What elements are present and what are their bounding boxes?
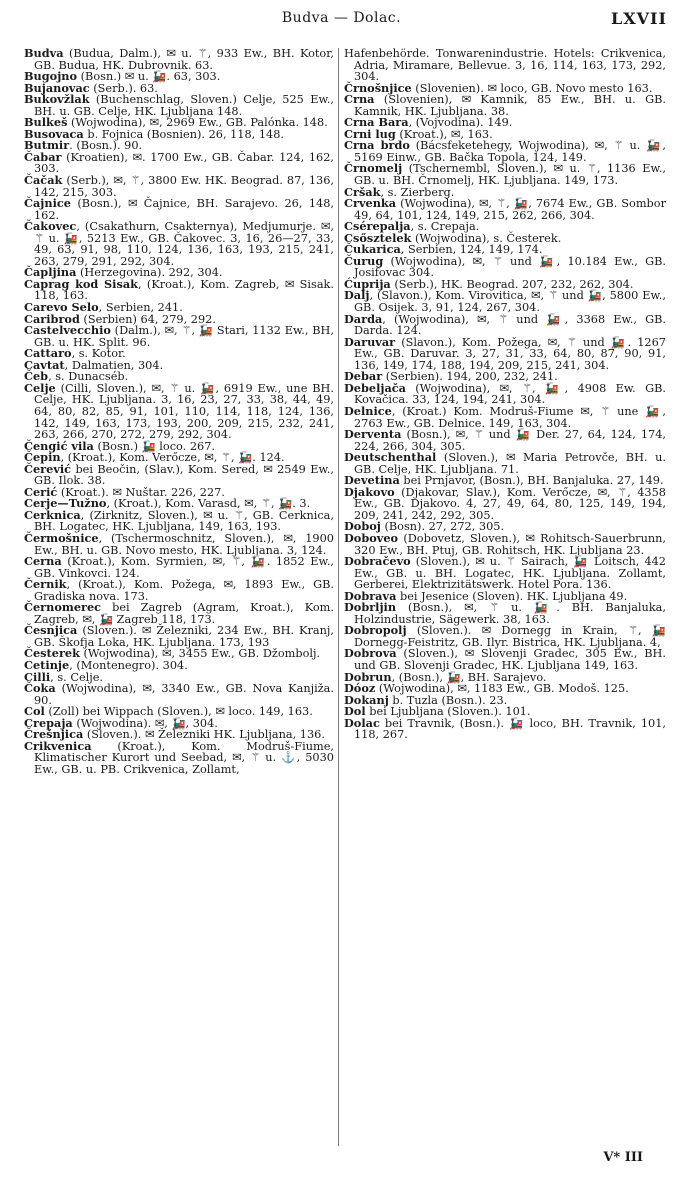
entry-headword: Bujanovac (24, 80, 90, 95)
entry-text: (Sloven.). ✉ Železniki, 234 Ew., BH. Kranj, GB. Škofja Loka, HK. Ljubljana. 173, 193 (34, 624, 334, 649)
entry-headword: Cerić (24, 484, 58, 499)
entry-text: bei Beočin, (Slav.), Kom. Sered, ✉ 2549 Ew., GB. Ilok. 38. (34, 462, 334, 488)
directory-entry (344, 140, 666, 163)
directory-entry (344, 311, 666, 338)
entry-headword: Busovaca (24, 126, 84, 141)
entry-headword: Česterek (24, 646, 80, 661)
entry-text: bei Zagreb (Agram, Kroat.), Kom. Zagreb, ✉, 🚂 Zagreb 118, 173. (34, 601, 334, 626)
directory-entry (344, 94, 666, 117)
entry-text: , (Kroat.), Kom. Zagreb, ✉ Sisak. 118, 163. (34, 277, 334, 303)
entry-text: bei Travnik, (Bosn.). 🚂 loco, BH. Travnik, 101, 118, 267. (354, 716, 666, 742)
entry-headword: Daruvar (344, 334, 396, 349)
entry-headword: Dobrava (344, 588, 397, 603)
entry-headword: Cavtat (24, 357, 65, 372)
entry-headword: Budva (24, 46, 64, 60)
entry-headword: Cerje—Tužno (24, 496, 107, 511)
entry-headword: Debar (344, 369, 383, 384)
entry-text: bei Jesenice (Sloven). HK. Ljubljana 49. (396, 589, 628, 603)
entry-headword: Dobropolj (344, 623, 407, 638)
entry-text: , Serbien, 241. (98, 301, 183, 315)
directory-entry (24, 461, 334, 488)
directory-entry (344, 452, 666, 475)
entry-text: (Bosn). 27, 272, 305. (380, 520, 505, 534)
entry-headword: Caprag kod Sisak (24, 276, 138, 291)
entry-text: (Sloven.), ✉ u. ⚚ Sairach, 🚂 Loitsch, 442 Ew., GB. u. BH. Logatec, HK. Ljubljana. Zollamt, Gerberei, Elektrizitätswerk. Hotel Pora. 136. (354, 555, 666, 592)
entry-text: (Sloven.), ✉ Maria Petrovče, BH. u. GB. Celje, HK. Ljubljana. 71. (354, 451, 666, 476)
entry-headword: Dobrova (344, 646, 397, 661)
entry-text: (Slovenien). ✉ loco, GB. Novo mesto 163. (411, 81, 653, 95)
entry-headword: Cattaro (24, 346, 72, 361)
directory-entry (344, 334, 666, 372)
entry-text: (Serb.), HK. Beograd. 207, 232, 262, 304. (390, 277, 634, 291)
entry-text: (Zoll) bei Wippach (Sloven.), ✉ loco. 149, 163. (44, 705, 313, 719)
entry-headword: Dokanj (344, 692, 389, 707)
entry-headword: Bulkeš (24, 115, 68, 130)
directory-entry (24, 325, 334, 348)
entry-text: (Buchenschlag, Sloven.) Celje, 525 Ew., BH. u. GB. Celje, HK. Ljubljana 148. (34, 93, 334, 118)
entry-headword: Derventa (344, 427, 402, 442)
directory-entry (344, 290, 666, 313)
directory-entry (24, 602, 334, 625)
entry-headword: Čengić vila (24, 438, 94, 453)
entry-text: , Dalmatien, 304. (64, 358, 164, 372)
entry-headword: Col (24, 704, 45, 719)
entry-headword: Crni lug (344, 126, 396, 141)
entry-headword: Carevo Selo (24, 300, 99, 315)
entry-headword: Dolac (344, 715, 380, 730)
entry-text: bei Prnjavor, (Bosn.), BH. Banjaluka. 27, 149. (399, 474, 664, 488)
entry-headword: Doboj (344, 519, 381, 534)
entry-text: (Serb.), ✉, ⚚, 3800 Ew. HK. Beograd. 87, 136, 142, 215, 303. (34, 174, 334, 199)
entry-text: , (Kroat.), Kom. Verőcze, ✉, ⚚, 🚂. 124. (60, 451, 285, 465)
entry-headword: Deutschenthal (344, 450, 437, 465)
entry-text: , (Slavon.), Kom. Virovitica, ✉, ⚚ und 🚂, 5800 Ew., GB. Osijek. 3, 91, 124, 267, 304. (354, 289, 666, 315)
directory-entry (344, 163, 666, 186)
entry-headword: Crepaja (24, 715, 73, 730)
column-divider (338, 48, 339, 1146)
entry-headword: Čukarica (344, 242, 401, 257)
directory-entry (24, 175, 334, 198)
entry-text: (Bosn.), ✉, ⚚ und 🚂 Der. 27, 64, 124, 174, 224, 266, 304, 305. (354, 428, 666, 453)
entry-headword: Čajnice (24, 196, 71, 211)
entry-text: (Kroatien), ✉. 1700 Ew., GB. Čabar. 124, 162, 303. (34, 150, 334, 176)
entry-headword: Čapljina (24, 265, 77, 280)
directory-entry (24, 579, 334, 602)
directory-entry (24, 48, 334, 71)
entry-headword: Csérepalja (344, 219, 411, 234)
directory-entry (344, 403, 666, 430)
page-number: LXVII (610, 9, 667, 28)
entry-headword: Butmir (24, 138, 70, 153)
entry-text: (Serbien) 64, 279, 292. (79, 312, 216, 326)
entry-text: , (Kroat.), Kom. Varasd, ✉, ⚚, 🚂. 3. (106, 497, 311, 511)
entry-text: , s. Crepaja. (410, 220, 480, 234)
entry-text: , (Zirknitz, Sloven.), ✉ u. ⚚, GB. Cerknica, BH. Logatec, HK. Ljubljana, 149, 163, 193. (34, 508, 334, 534)
entry-text: , Serbien, 124, 149, 174. (400, 243, 543, 257)
entry-text: (Wojwodina). ✉, 🚂, 304. (72, 716, 218, 730)
entry-headword: Čepin (24, 450, 61, 465)
directory-entry (344, 602, 666, 625)
directory-entry (24, 556, 334, 579)
entry-text: (Dalm.), ✉, ⚚, 🚂 Stari, 1132 Ew., BH, GB. u. HK. Split. 96. (34, 324, 334, 349)
entry-headword: Debeljača (344, 380, 406, 395)
entry-text: (Bosn.), ✉ Čajnice, BH. Sarajevo. 26, 148, 162. (34, 197, 334, 222)
directory-entry (24, 530, 334, 557)
entry-headword: Cršak (344, 184, 381, 199)
directory-entry (24, 683, 334, 706)
entry-headword: Cilli (24, 669, 51, 684)
entry-text: (Bosn.) 🚂 loco. 267. (93, 439, 215, 453)
entry-text: , (Csakathurn, Csakternya), Medjumurje. ✉, ⚚ u. 🚂, 5213 Ew., GB. Čakovec. 3, 16, 26—27, 33, 49, 63, 91, 98, 110, 124, 136, 163, 193, 215, 241, 263, 279, 291, 292, 304. (34, 220, 334, 268)
directory-entry (344, 253, 666, 280)
directory-entry (344, 625, 666, 648)
right-column (344, 48, 666, 741)
entry-text: bei Ljubljana (Sloven.). 101. (365, 705, 531, 719)
entry-headword: Černomerec (24, 600, 102, 615)
directory-entry (344, 198, 666, 221)
entry-headword: Crna (344, 92, 375, 107)
entry-headword: Černik (24, 577, 67, 592)
entry-headword: Doboveo (344, 530, 399, 545)
entry-headword: Čurug (344, 253, 384, 268)
entry-text: (Kroat.), ✉, 163. (395, 127, 493, 141)
entry-text: , s. Zierberg. (380, 185, 455, 199)
entry-headword: Dobračevo (344, 554, 411, 569)
entry-headword: Djakovo (344, 484, 395, 499)
entry-headword: Čačak (24, 173, 63, 188)
entry-headword: Crvenka (344, 196, 397, 211)
entry-text: (Bosn.), ✉, ⚚ u. 🚂. BH. Banjaluka, Holzindustrie, Sägewerk. 38, 163. (354, 601, 666, 626)
directory-entry (344, 380, 666, 407)
directory-entry (344, 429, 666, 452)
signature-mark: V* III (603, 1150, 643, 1165)
entry-text: (Wojwodina), s. Česterek. (411, 231, 562, 245)
entry-headword: Bukovžlak (24, 92, 90, 107)
directory-entry (344, 556, 666, 591)
entry-headword: Dalj (344, 288, 370, 303)
entry-text: (Wojwodina), ✉, 3340 Ew., GB. Nova Kanjiža. 90. (34, 682, 334, 707)
entry-headword: Crna Bara (344, 115, 409, 130)
entry-headword: Csősztelek (344, 230, 412, 245)
entry-text: (Slovenien), ✉ Kamnik, 85 Ew., BH. u. GB. Kamnik, HK. Ljubljana. 38. (354, 93, 666, 118)
entry-headword: Česnjica (24, 623, 78, 638)
entry-text: (Wojwodina), ✉, 2969 Ew., GB. Palónka. 148. (67, 116, 328, 130)
entry-text: (Sloven.). ✉ Železniki HK. Ljubljana, 136. (83, 728, 325, 742)
entry-headword: Dobrun (344, 669, 392, 684)
entry-headword: Dobrljin (344, 600, 397, 615)
entry-text: (Dobovetz, Sloven.), ✉ Rohitsch-Sauerbrunn, 320 Ew., BH. Ptuj, GB. Rohitsch, HK. Ljubljana 23. (354, 531, 666, 557)
entry-headword: Čakovec (24, 219, 77, 234)
entry-text: Hafenbehörde. Tonwarenindustrie. Hotels: Crikvenica, Adria, Miramare, Bellevue. 3, 16, 114, 163, 173, 292, 304. (344, 47, 666, 84)
left-column (24, 48, 334, 775)
entry-text: , (Kroat.), Kom. Požega, ✉, 1893 Ew., GB. Gradiska nova. 173. (34, 578, 334, 603)
entry-headword: Čabar (24, 149, 62, 164)
entry-headword: Črešnjica (24, 727, 84, 742)
directory-entry (24, 149, 334, 176)
entry-text: , (Bosn.), 🚂, BH. Sarajevo. (391, 670, 547, 684)
directory-entry (24, 380, 334, 442)
entry-text: (Slavon.), Kom. Požega, ✉, ⚚ und 🚂. 1267 Ew., GB. Daruvar. 3, 27, 31, 33, 64, 80, 87, 90, 91, 136, 149, 174, 188, 194, 209, 215, 241, 304. (354, 335, 666, 372)
entry-headword: Dóoz (344, 681, 376, 696)
directory-entry (24, 221, 334, 267)
entry-text: (Sloven.). ✉ Dornegg in Krain, ⚚, 🚂 Dornegg-Feistritz, GB. Ilyr. Bistrica, HK. Ljubljana. 4, (354, 624, 666, 649)
entry-text: , s. Dunacséb. (48, 370, 129, 384)
entry-text: , s. Kotor. (71, 347, 126, 361)
entry-headword: Črnomelj (344, 161, 403, 176)
entry-headword: Čermošnice (24, 530, 99, 545)
entry-text: (Kroat.), Kom. Syrmien, ✉, ⚚, 🚂. 1852 Ew., GB. Vinkovci. 124. (34, 555, 334, 580)
entry-text: (Cilli, Sloven.), ✉, ⚚ u. 🚂, 6919 Ew., une BH. Celje, HK. Ljubljana. 3, 16, 23, 27, 33, 38, 44, 49, 64, 80, 82, 85, 91, 101, 110, 114, 118, 124, 136, 142, 149, 163, 173, 193, 200, 209, 215, 232, 241, 263, 266, 270, 272, 279, 292, 304. (34, 381, 334, 442)
entry-text: b. Tuzla (Bosn.). 23. (388, 693, 508, 707)
entry-text: (Sloven.), ✉ Slovenji Gradec, 305 Ew., BH. und GB. Slovenji Gradec, HK. Ljubljana 149, 163. (354, 647, 666, 672)
entry-headword: Črnošnjice (344, 80, 412, 95)
directory-entry (24, 276, 334, 303)
entry-headword: Delnice (344, 403, 392, 418)
entry-text: (Herzegovina). 292, 304. (76, 266, 223, 280)
entry-text: (Serbien). 194, 200, 232, 241. (382, 370, 558, 384)
entry-headword: Cetinje (24, 657, 70, 672)
entry-text: (Budua, Dalm.), ✉ u. ⚚, 933 Ew., BH. Kotor, GB. Budua, HK. Dubrovnik. 63. (34, 47, 334, 72)
entry-text: , (Vojvodina). 149. (408, 116, 513, 130)
entry-text: (Serb.). 63. (89, 81, 158, 95)
page-header (0, 6, 683, 34)
entry-text: , (Tschermoschnitz, Sloven.), ✉, 1900 Ew., BH. u. GB. Novo mesto, HK. Ljubljana. 3, 124. (34, 531, 334, 557)
entry-text: (Kroat.), Kom. Modruš-Fiume, Klimatischer Kurort und Seebad, ✉, ⚚ u. ⚓, 5030 Ew., GB. u. PB. Crikvenica, Zollamt, (34, 739, 334, 776)
entry-text: , (Montenegro). 304. (69, 658, 188, 672)
directory-entry (24, 625, 334, 648)
entry-text: , (Wojwodina), ✉, ⚚ und 🚂, 3368 Ew., GB. Darda. 124. (354, 312, 666, 338)
entry-headword: Cerna (24, 554, 62, 569)
entry-text: (Wojwodina), ✉, 3455 Ew., GB. Džombolj. (79, 647, 321, 661)
entry-text: (Bácsfeketehegy, Wojwodina), ✉, ⚚ u. 🚂, 5169 Einw., GB. Bačka Topola, 124, 149. (354, 139, 666, 164)
entry-headword: Devetina (344, 473, 400, 488)
entry-headword: Caribrod (24, 311, 80, 326)
entry-headword: Castelvecchio (24, 323, 111, 338)
entry-headword: Crna brdo (344, 138, 410, 153)
entry-text: (Bosn.) ✉ u. 🚂. 63, 303. (77, 70, 221, 84)
entry-headword: Čoka (24, 681, 56, 696)
entry-text: b. Fojnica (Bosnien). 26, 118, 148. (83, 127, 285, 141)
entry-text: . (Bosn.). 90. (69, 139, 143, 153)
entry-headword: Crikvenica (24, 738, 92, 753)
entry-headword: Čeb (24, 369, 49, 384)
entry-text: , s. Celje. (50, 670, 104, 684)
directory-entry (344, 715, 666, 742)
directory-entry (24, 738, 334, 776)
entry-headword: Ćuprija (344, 276, 391, 291)
directory-entry (24, 94, 334, 117)
entry-text: (Wojwodina), ✉, ⚚ und 🚂, 10.184 Ew., GB. Josifovac 304. (354, 254, 666, 280)
entry-text: (Djakovar, Slav.), Kom. Verőcze, ✉, ⚚, 4358 Ew., GB. Djakovo. 4, 27, 49, 64, 80, 125, 149, 194, 209, 241, 242, 292, 305. (354, 485, 666, 522)
entry-text: (Wojwodina), ✉, ⚚, 🚂, 7674 Ew., GB. Sombor 49, 64, 101, 124, 149, 215, 262, 266, 304. (354, 197, 666, 222)
running-title: Budva — Dolac. (281, 10, 402, 26)
entry-text: (Tschernembl, Sloven.), ✉ u. ⚚, 1136 Ew., GB. u. BH. Črnomelj, HK. Ljubljana. 149, 173. (354, 162, 666, 188)
directory-entry (344, 484, 666, 522)
entry-text: (Wojwodina), ✉, 1183 Ew., GB. Modoš. 125. (375, 682, 629, 696)
entry-headword: Darda (344, 311, 383, 326)
directory-entry (344, 48, 666, 83)
entry-headword: Celje (24, 380, 56, 395)
directory-entry (344, 648, 666, 671)
entry-text: (Wojwodina), ✉, ⚚, 🚂, 4908 Ew. GB. Kovačica. 33, 124, 194, 241, 304. (354, 381, 666, 407)
entry-headword: Bugojno (24, 69, 78, 84)
directory-entry (344, 530, 666, 557)
entry-headword: Dol (344, 704, 366, 719)
entry-headword: Čerević (24, 461, 72, 476)
entry-text: (Kroat.). ✉ Nuštar. 226, 227. (57, 485, 225, 499)
entry-headword: Cerknica (24, 507, 81, 522)
directory-entry (24, 198, 334, 221)
entry-text: , (Kroat.) Kom. Modruš-Fiume ✉, ⚚ une 🚂, 2763 Ew., GB. Delnice. 149, 163, 304. (354, 404, 666, 430)
directory-entry (24, 507, 334, 534)
